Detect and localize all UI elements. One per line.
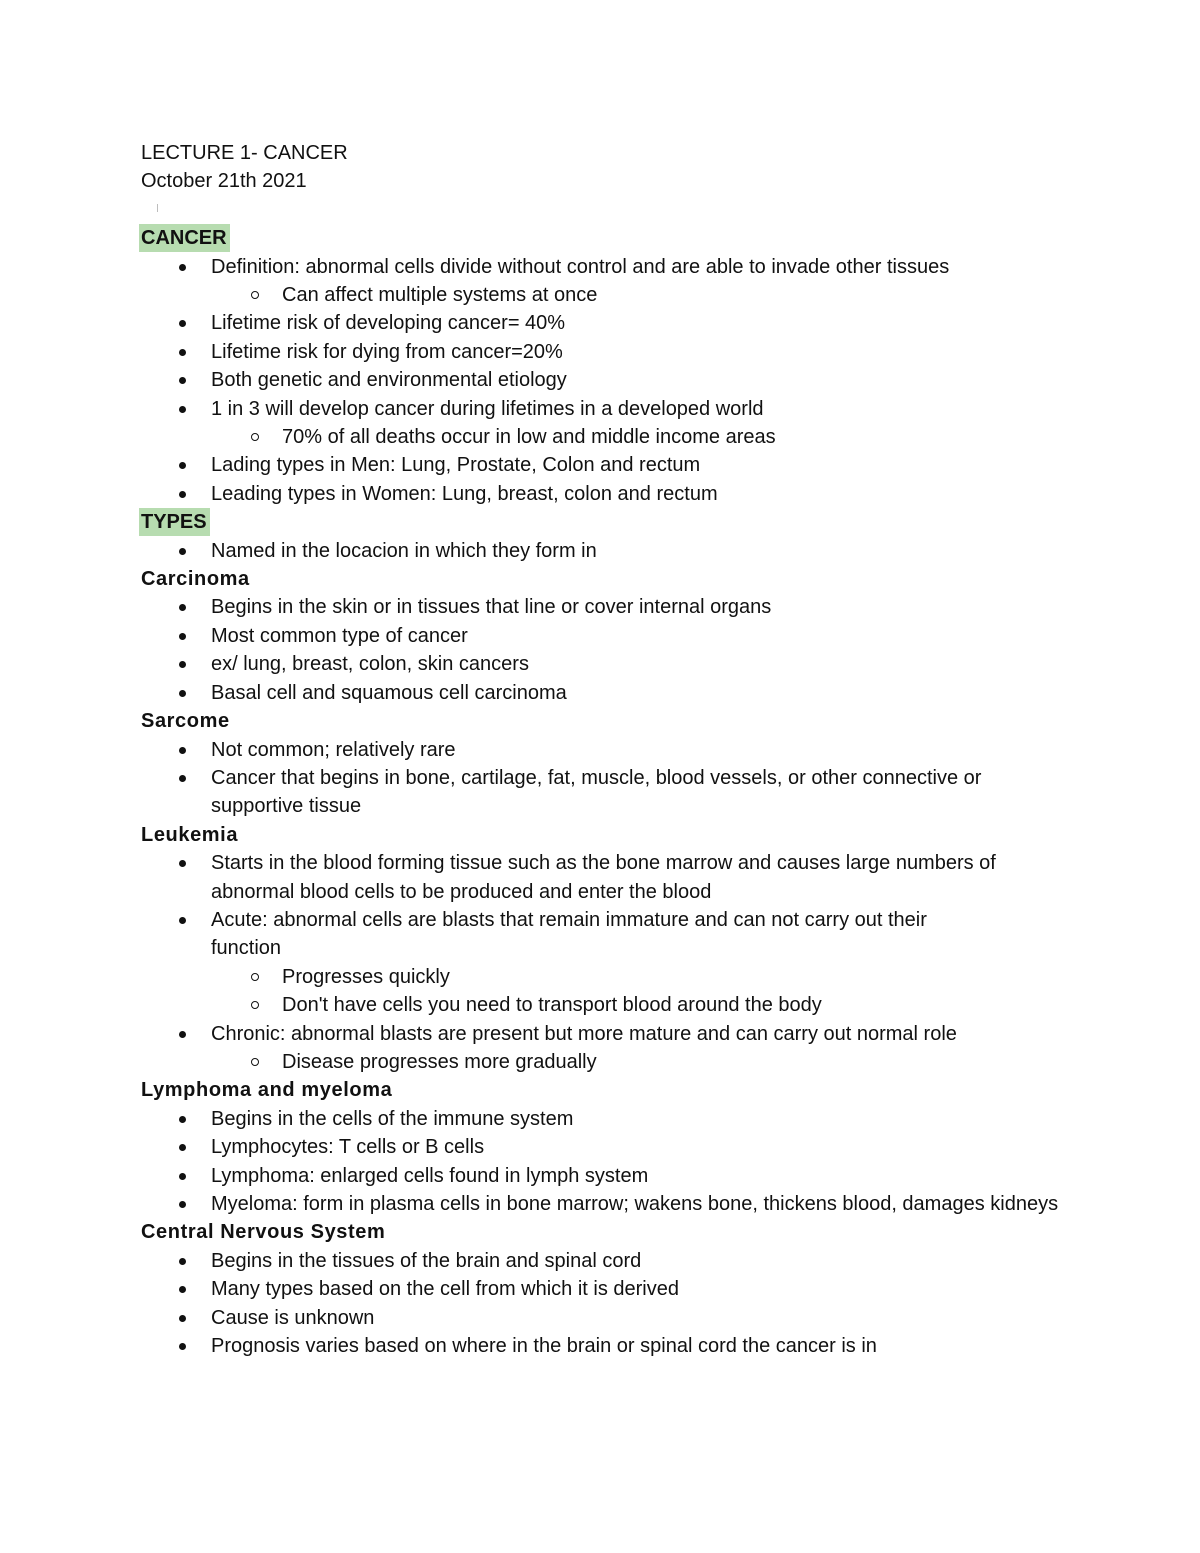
list-item (141, 736, 1081, 764)
list-item (141, 1162, 1081, 1190)
list-item-text: Named in the locacion in which they form in (211, 539, 597, 562)
bullet-dot-icon (179, 1315, 186, 1322)
bullet-ring-icon (251, 1058, 259, 1066)
list-item-text: Leading types in Women: Lung, breast, colon and rectum (211, 482, 718, 505)
list-item (141, 451, 1081, 479)
list-item-text: Begins in the cells of the immune system (211, 1107, 574, 1130)
list-item-text: Definition: abnormal cells divide without control and are able to invade other tissues (211, 255, 950, 278)
list-item (141, 1275, 1081, 1303)
list-item (141, 253, 1081, 281)
bullet-dot-icon (179, 690, 186, 697)
bullet-dot-icon (179, 604, 186, 611)
section-heading-carcinoma: Carcinoma (141, 568, 250, 591)
list-item (141, 1133, 1081, 1161)
list-item (141, 1247, 1081, 1275)
bullet-dot-icon (179, 264, 186, 271)
bullet-dot-icon (179, 406, 186, 413)
document-title: LECTURE 1- CANCER (141, 142, 348, 164)
list-item-text: Begins in the skin or in tissues that line or cover internal organs (211, 596, 772, 619)
list-item-text: Starts in the blood forming tissue such as the bone marrow and causes large numbers of abnormal blood cells to be produced and enter the blood (211, 852, 996, 903)
bullet-dot-icon (179, 491, 186, 498)
bullet-dot-icon (179, 1201, 186, 1208)
list-item-text: Begins in the tissues of the brain and spinal cord (211, 1249, 642, 1272)
list-item (141, 309, 1081, 337)
list-item (141, 650, 1081, 678)
list-item (141, 1105, 1081, 1133)
list-item (141, 338, 1081, 366)
bullet-dot-icon (179, 462, 186, 469)
bullet-dot-icon (179, 661, 186, 668)
list-item-text: Lifetime risk for dying from cancer=20% (211, 340, 563, 363)
list-item-text: Lymphoma: enlarged cells found in lymph system (211, 1164, 649, 1187)
list-item (141, 480, 1081, 508)
bullet-ring-icon (251, 291, 259, 299)
bullet-dot-icon (179, 1031, 186, 1038)
list-item (141, 764, 1081, 821)
list-item-text: Cancer that begins in bone, cartilage, fat, muscle, blood vessels, or other connective or supportive tissue (211, 766, 982, 818)
list-item (141, 537, 1081, 565)
list-item (141, 1304, 1081, 1332)
bullet-ring-icon (251, 973, 259, 981)
bullet-dot-icon (179, 1144, 186, 1151)
list-item-text: Lymphocytes: T cells or B cells (211, 1136, 485, 1159)
bullet-dot-icon (179, 1286, 186, 1293)
list-item (141, 395, 1081, 423)
lymphoma-list (141, 1105, 1081, 1219)
blank-line (141, 196, 1081, 224)
bullet-dot-icon (179, 1343, 186, 1350)
list-item (141, 963, 1081, 991)
list-item (141, 906, 1081, 963)
list-item-text: Not common; relatively rare (211, 738, 456, 761)
list-item-text: Myeloma: form in plasma cells in bone marrow; wakens bone, thickens blood, damages kidneys (211, 1193, 1059, 1216)
bullet-dot-icon (179, 775, 186, 782)
list-item (141, 991, 1081, 1019)
bullet-dot-icon (179, 633, 186, 640)
list-item (141, 1190, 1081, 1218)
bullet-dot-icon (179, 377, 186, 384)
list-item (141, 1020, 1081, 1048)
sarcome-list (141, 736, 1081, 821)
list-item (141, 679, 1081, 707)
list-item (141, 281, 1081, 309)
section-heading-cns: Central Nervous System (141, 1221, 386, 1244)
section-cancer (141, 224, 1081, 252)
list-item-text: Chronic: abnormal blasts are present but more mature and can carry out normal role (211, 1022, 957, 1045)
leukemia-list (141, 849, 1081, 1076)
list-item-text: Progresses quickly (282, 965, 450, 988)
list-item-text: Many types based on the cell from which it is derived (211, 1278, 679, 1301)
list-item-text: Acute: abnormal cells are blasts that remain immature and can not carry out their function (211, 908, 927, 960)
types-list (141, 537, 1081, 565)
list-item (141, 1048, 1081, 1076)
section-heading-sarcome: Sarcome (141, 710, 230, 733)
bullet-ring-icon (251, 1001, 259, 1009)
cursor-mark (157, 204, 158, 212)
bullet-dot-icon (179, 917, 186, 924)
list-item-text: Most common type of cancer (211, 624, 468, 647)
bullet-dot-icon (179, 349, 186, 356)
list-item (141, 366, 1081, 394)
list-item-text: Can affect multiple systems at once (282, 284, 598, 307)
list-item (141, 1332, 1081, 1360)
section-heading-lymphoma: Lymphoma and myeloma (141, 1079, 393, 1102)
bullet-ring-icon (251, 433, 259, 441)
list-item-text: Lifetime risk of developing cancer= 40% (211, 312, 566, 335)
list-item-text: ex/ lung, breast, colon, skin cancers (211, 653, 529, 676)
section-types (141, 508, 1081, 536)
list-item-text: Lading types in Men: Lung, Prostate, Colon and rectum (211, 454, 701, 477)
bullet-dot-icon (179, 747, 186, 754)
list-item (141, 593, 1081, 621)
section-heading-types: TYPES (139, 508, 210, 536)
list-item (141, 849, 1081, 906)
list-item (141, 622, 1081, 650)
list-item-text: Cause is unknown (211, 1306, 375, 1329)
list-item-text: 1 in 3 will develop cancer during lifetimes in a developed world (211, 397, 764, 420)
document-page (141, 139, 1081, 1360)
list-item-text: Prognosis varies based on where in the brain or spinal cord the cancer is in (211, 1335, 877, 1358)
section-heading-leukemia: Leukemia (141, 823, 239, 846)
list-item-text: Both genetic and environmental etiology (211, 369, 567, 392)
list-item-text: 70% of all deaths occur in low and middle income areas (282, 426, 776, 449)
bullet-dot-icon (179, 320, 186, 327)
list-item-text: Basal cell and squamous cell carcinoma (211, 681, 567, 704)
carcinoma-list (141, 593, 1081, 707)
cns-list (141, 1247, 1081, 1361)
bullet-dot-icon (179, 1116, 186, 1123)
bullet-dot-icon (179, 860, 186, 867)
bullet-dot-icon (179, 548, 186, 555)
list-item (141, 423, 1081, 451)
list-item-text: Disease progresses more gradually (282, 1050, 597, 1073)
bullet-dot-icon (179, 1173, 186, 1180)
list-item-text: Don't have cells you need to transport blood around the body (282, 994, 822, 1017)
section-heading-cancer: CANCER (139, 224, 230, 252)
document-date: October 21th 2021 (141, 170, 307, 193)
cancer-list (141, 253, 1081, 509)
bullet-dot-icon (179, 1258, 186, 1265)
